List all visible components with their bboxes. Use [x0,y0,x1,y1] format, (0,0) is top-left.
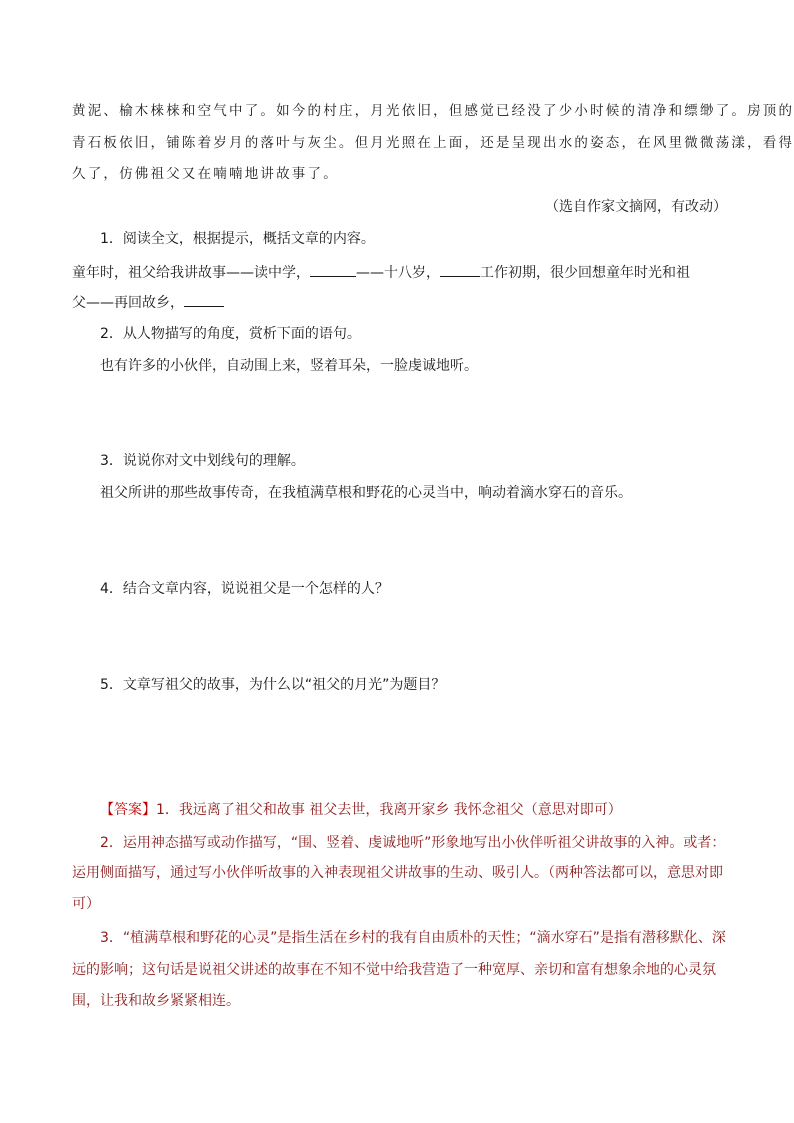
question-1-line-2 [72,292,224,313]
question-1-text-c: 工作初期，很少回想童年时光和祖 [480,265,690,281]
passage-line-1: 黄泥、榆木梾梾和空气中了。如今的村庄，月光依旧，但感觉已经没了少小时候的清净和缥缈了。房顶的 [72,103,794,119]
answer-blank-3[interactable] [184,292,224,307]
answer-1-text: 1．我远离了祖父和故事 祖父去世，我离开家乡 我怀念祖父（意思对即可） [156,802,622,818]
passage-line-2: 青石板依旧，铺陈着岁月的落叶与灰尘。但月光照在上面，还是呈现出水的姿态，在风里微微荡漾，看得 [72,135,794,151]
answer-blank-2[interactable] [440,262,480,277]
question-1-text-d: 父——再回故乡， [72,295,184,311]
question-2-title: 2．从人物描写的角度，赏析下面的语句。 [100,326,361,342]
question-4-title: 4．结合文章内容，说说祖父是一个怎样的人？ [100,581,389,597]
answer-blank-1[interactable] [310,262,356,277]
question-1-text-b: ——十八岁， [356,265,440,281]
question-1-title: 1．阅读全文，根据提示，概括文章的内容。 [100,231,375,247]
question-3-title: 3．说说你对文中划线句的理解。 [100,453,305,469]
answer-2-line-2: 运用侧面描写，通过写小伙伴听故事的入神表现祖父讲故事的生动、吸引人。（两种答法都可以，意思对即 [72,865,723,881]
answer-3-line-1: 3．“植满草根和野花的心灵”是指生活在乡村的我有自由质朴的天性；“滴水穿石”是指有潜移默化、深 [100,930,726,946]
question-2-quote: 也有许多的小伙伴，自动围上来，竖着耳朵，一脸虔诚地听。 [100,358,478,374]
answer-3-line-2: 远的影响；这句话是说祖父讲述的故事在不知不觉中给我营造了一种宽厚、亲切和富有想象余地的心灵氛 [72,962,716,978]
question-1-text-a: 童年时，祖父给我讲故事——读中学， [72,265,310,281]
answer-2-line-3: 可） [72,896,100,912]
source-citation: （选自作家文摘网，有改动） [545,199,727,215]
question-1-line-1 [72,262,690,283]
answer-2-line-1: 2．运用神态描写或动作描写，“围、竖着、虔诚地听”形象地写出小伙伴听祖父讲故事的入神。或者： [100,835,726,851]
answer-tag: 【答案】 [100,802,156,818]
question-3-quote: 祖父所讲的那些故事传奇，在我植满草根和野花的心灵当中，响动着滴水穿石的音乐。 [100,485,632,501]
answer-1 [100,800,622,820]
question-5-title: 5．文章写祖父的故事，为什么以“祖父的月光”为题目？ [100,677,446,693]
passage-line-3: 久了，仿佛祖父又在喃喃地讲故事了。 [72,166,339,182]
answer-3-line-3: 围，让我和故乡紧紧相连。 [72,993,240,1009]
